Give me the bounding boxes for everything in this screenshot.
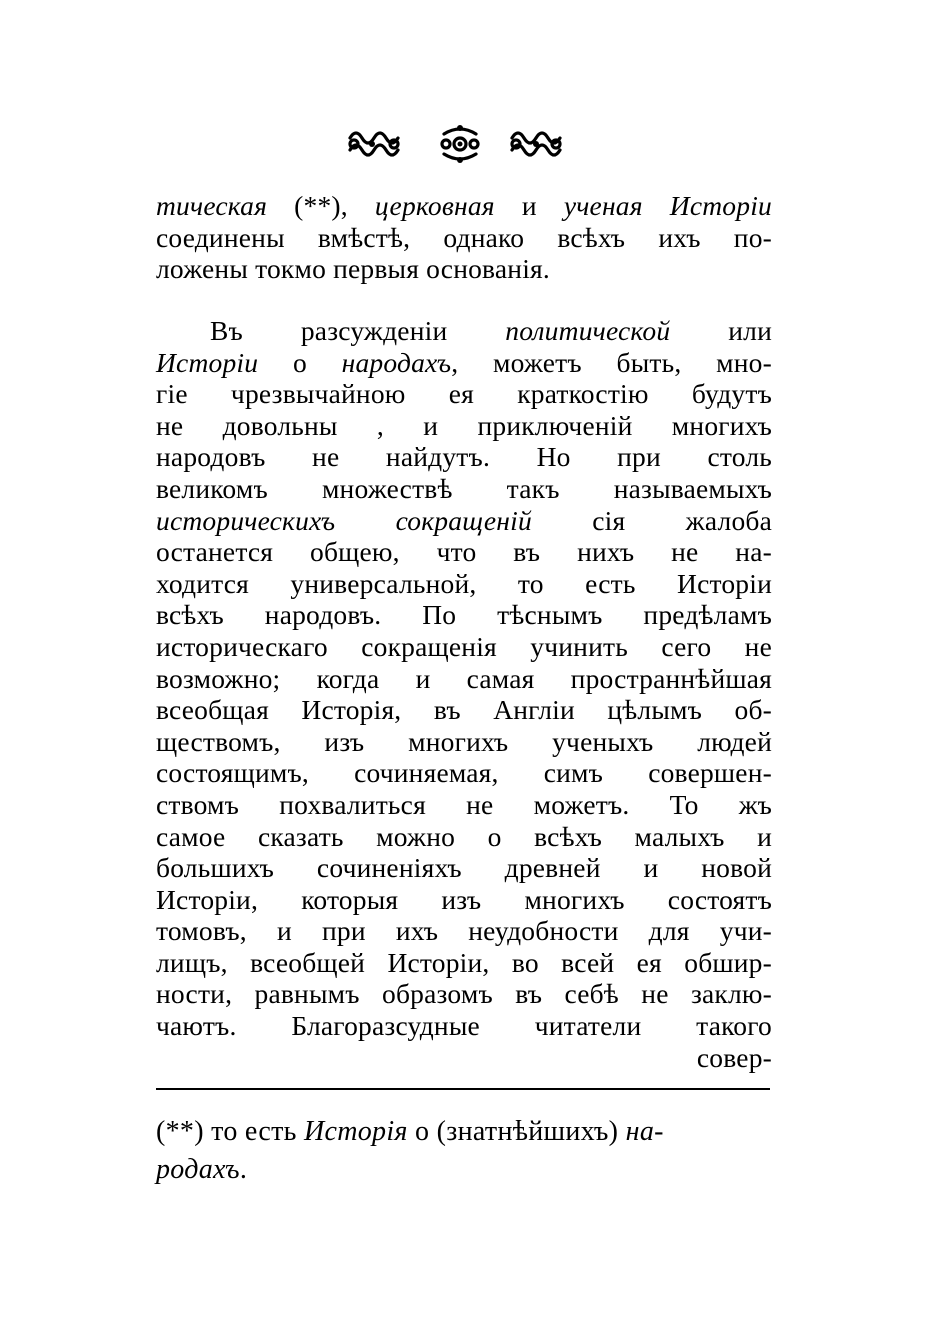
text: , можетъ быть, мно-	[451, 346, 772, 378]
paragraph-line	[156, 441, 772, 473]
footnote	[156, 1113, 772, 1189]
text: ложены токмо первыя основанiя.	[156, 253, 550, 285]
paragraph-line	[156, 568, 772, 600]
text: ствомъ похвалиться не можетъ. То жъ	[156, 788, 772, 820]
italic-text: тическая	[156, 190, 268, 221]
text: большихъ сочиненiяхъ древней и новой	[156, 852, 772, 884]
continuation-line	[156, 253, 772, 285]
text: чаютъ. Благоразсудные читатели такого	[156, 1010, 772, 1042]
paragraph-line	[156, 473, 772, 505]
paragraph-line	[156, 1010, 772, 1042]
italic-text: народахъ	[341, 346, 452, 378]
italic-text: Исторiя	[303, 1116, 408, 1147]
paragraph-line	[156, 947, 772, 979]
footnote-line	[156, 1151, 772, 1189]
continuation-line	[156, 190, 772, 222]
text: лищъ, всеобщей Исторiи, во всей ея обшир-	[156, 946, 772, 978]
italic-text: историческихъ сокращенiй	[156, 504, 532, 536]
text: Въ разсужденiи	[210, 315, 506, 346]
italic-text: родахъ	[156, 1154, 240, 1185]
text: состоящимъ, сочиняемая, симъ совершен-	[156, 757, 772, 789]
continuation-text	[156, 190, 772, 285]
text: всѣхъ народовъ. По тѣснымъ предѣламъ	[156, 599, 772, 631]
paragraph-line	[156, 505, 772, 537]
text: или	[670, 315, 772, 346]
main-paragraph	[156, 315, 772, 1073]
text: соединены вмѣстѣ, однако всѣхъ ихъ по-	[156, 221, 772, 253]
paragraph-line	[156, 852, 772, 884]
italic-text: церковная	[374, 190, 495, 221]
paragraph-line	[156, 599, 772, 631]
text: томовъ, и при ихъ неудобности для учи-	[156, 915, 772, 947]
text: возможно; когда и самая пространнѣйшая	[156, 662, 772, 694]
paragraph-line	[156, 1042, 772, 1074]
text: великомъ множествѣ такъ называемыхъ	[156, 472, 772, 504]
text: историческаго сокращенiя учинить сего не	[156, 630, 772, 662]
paragraph-line	[156, 347, 772, 379]
text: .	[239, 1154, 248, 1185]
text: всеобщая Исторiя, въ Англiи цѣлымъ об-	[156, 694, 772, 726]
paragraph-line	[156, 631, 772, 663]
paragraph-line	[156, 536, 772, 568]
paragraph-line	[156, 884, 772, 916]
italic-text: ученая Исторiи	[563, 190, 772, 221]
text: сiя жалоба	[531, 504, 772, 536]
paragraph-line	[156, 978, 772, 1010]
italic-text: политической	[505, 315, 671, 346]
paragraph-line	[156, 315, 772, 347]
headpiece-ornament-icon	[340, 118, 580, 170]
paragraph-line	[156, 663, 772, 695]
text: ходится универсальной, то есть Исторiи	[156, 567, 772, 599]
paragraph-line	[156, 821, 772, 853]
text: о	[258, 346, 342, 378]
text: (**) то есть	[156, 1116, 304, 1147]
footnote-divider	[156, 1088, 770, 1090]
footnote-line	[156, 1113, 772, 1151]
paragraph-line	[156, 915, 772, 947]
text: останется общею, что въ нихъ не на-	[156, 536, 772, 568]
text: о (знатнѣйшихъ)	[407, 1116, 626, 1147]
text: гiе чрезвычайною ея краткостiю будутъ	[156, 378, 772, 410]
text: ности, равнымъ образомъ въ себѣ не заклю-	[156, 978, 772, 1010]
continuation-line	[156, 222, 772, 254]
text: (**),	[267, 190, 375, 221]
italic-text: Исторiи	[156, 346, 259, 378]
paragraph-line	[156, 789, 772, 821]
italic-text: на-	[625, 1116, 664, 1147]
paragraph-line	[156, 726, 772, 758]
paragraph-line	[156, 378, 772, 410]
text: и	[494, 190, 564, 221]
paragraph-line	[156, 694, 772, 726]
text: не довольны , и приключенiй многихъ	[156, 409, 772, 441]
paragraph-line	[156, 757, 772, 789]
paragraph-line	[156, 410, 772, 442]
text: ществомъ, изъ многихъ ученыхъ людей	[156, 725, 772, 757]
text: народовъ не найдутъ. Но при столь	[156, 441, 772, 473]
text: самое сказать можно о всѣхъ малыхъ и	[156, 820, 772, 852]
text: совер-	[696, 1041, 772, 1073]
text: Исторiи, которыя изъ многихъ состоятъ	[156, 883, 772, 915]
